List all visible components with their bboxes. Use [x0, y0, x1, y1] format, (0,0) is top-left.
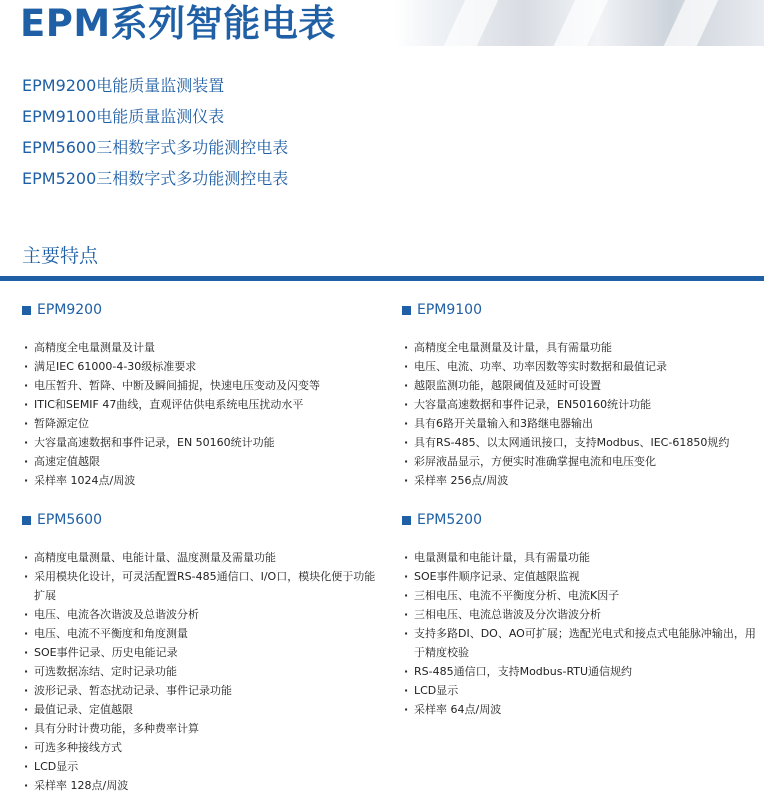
list-item: · 电压暂升、暂降、中断及瞬间捕捉，快速电压变动及闪变等: [22, 376, 377, 395]
feature-block-epm9100: [402, 300, 757, 490]
product-item-epm9100: EPM9100电能质量监测仪表: [22, 107, 225, 126]
list-item: · 电压、电流各次谐波及总谐波分析: [22, 605, 382, 624]
feature-block-epm5600: [22, 510, 382, 795]
list-item: · 满足IEC 61000-4-30级标准要求: [22, 357, 377, 376]
list-item: · 越限监测功能，越限阈值及延时可设置: [402, 376, 757, 395]
product-list: [22, 70, 288, 194]
list-item: · 可选多种接线方式: [22, 738, 382, 757]
list-item: · 采样率 1024点/周波: [22, 471, 377, 490]
list-item: · 波形记录、暂态扰动记录、事件记录功能: [22, 681, 382, 700]
list-item: · 具有分时计费功能，多种费率计算: [22, 719, 382, 738]
square-bullet-icon: [402, 306, 411, 315]
list-item: · 支持多路DI、DO、AO可扩展；选配光电式和接点式电能脉冲输出，用于精度校验: [402, 624, 757, 662]
page-title: EPM系列智能电表: [20, 2, 336, 45]
block-title-epm5600: EPM5600: [37, 512, 102, 528]
list-item: · 高精度全电量测量及计量: [22, 338, 377, 357]
list-item: · SOE事件记录、历史电能记录: [22, 643, 382, 662]
list-item: · 采用模块化设计，可灵活配置RS-485通信口、I/O口，模块化便于功能扩展: [22, 567, 382, 605]
list-item: · 大容量高速数据和事件记录，EN50160统计功能: [402, 395, 757, 414]
block-title-epm9200: EPM9200: [37, 302, 102, 318]
square-bullet-icon: [22, 516, 31, 525]
list-item: · 具有6路开关量输入和3路继电器输出: [402, 414, 757, 433]
list-item: · 采样率 64点/周波: [402, 700, 757, 719]
list-item: · 电压、电流、功率、功率因数等实时数据和最值记录: [402, 357, 757, 376]
section-divider: [0, 276, 764, 281]
product-item-epm5200: EPM5200三相数字式多功能测控电表: [22, 169, 289, 188]
list-item: · LCD显示: [402, 681, 757, 700]
list-item: · 具有RS-485、以太网通讯接口，支持Modbus、IEC-61850规约: [402, 433, 757, 452]
list-item: · 电量测量和电能计量，具有需量功能: [402, 548, 757, 567]
list-item: · LCD显示: [22, 757, 382, 776]
list-item: · 彩屏液晶显示，方便实时准确掌握电流和电压变化: [402, 452, 757, 471]
feature-list-epm9100: [402, 338, 757, 490]
feature-block-epm5200: [402, 510, 757, 719]
list-item: · 最值记录、定值越限: [22, 700, 382, 719]
list-item: · 大容量高速数据和事件记录，EN 50160统计功能: [22, 433, 377, 452]
header-banner-image: [395, 0, 764, 46]
list-item: · 可选数据冻结、定时记录功能: [22, 662, 382, 681]
list-item: · 高精度全电量测量及计量，具有需量功能: [402, 338, 757, 357]
square-bullet-icon: [402, 516, 411, 525]
list-item: · 电压、电流不平衡度和角度测量: [22, 624, 382, 643]
product-item-epm9200: EPM9200电能质量监测装置: [22, 76, 225, 95]
list-item: · 高速定值越限: [22, 452, 377, 471]
list-item: · 三相电压、电流总谐波及分次谐波分析: [402, 605, 757, 624]
block-title-epm5200: EPM5200: [417, 512, 482, 528]
list-item: · 采样率 128点/周波: [22, 776, 382, 795]
feature-list-epm5600: [22, 548, 382, 795]
feature-block-epm9200: [22, 300, 377, 490]
list-item: · 采样率 256点/周波: [402, 471, 757, 490]
list-item: · ITIC和SEMIF 47曲线，直观评估供电系统电压扰动水平: [22, 395, 377, 414]
list-item: · 三相电压、电流不平衡度分析、电流K因子: [402, 586, 757, 605]
feature-list-epm9200: [22, 338, 377, 490]
feature-list-epm5200: [402, 548, 757, 719]
list-item: · 高精度电量测量、电能计量、温度测量及需量功能: [22, 548, 382, 567]
square-bullet-icon: [22, 306, 31, 315]
list-item: · 暂降源定位: [22, 414, 377, 433]
list-item: · SOE事件顺序记录、定值越限监视: [402, 567, 757, 586]
block-title-epm9100: EPM9100: [417, 302, 482, 318]
list-item: · RS-485通信口，支持Modbus-RTU通信规约: [402, 662, 757, 681]
section-heading: 主要特点: [22, 245, 99, 267]
product-item-epm5600: EPM5600三相数字式多功能测控电表: [22, 138, 289, 157]
